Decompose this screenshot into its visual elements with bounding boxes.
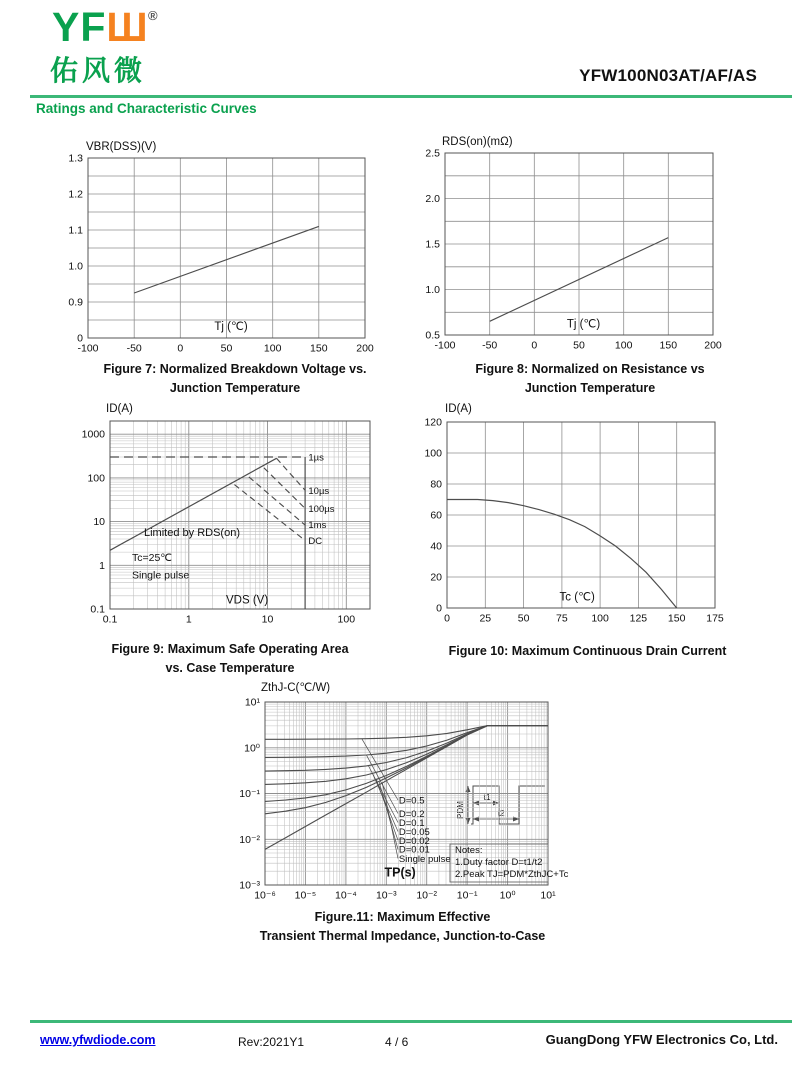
- part-number: YFW100N03AT/AF/AS: [579, 66, 757, 85]
- svg-text:40: 40: [430, 540, 442, 553]
- caption-line: Junction Temperature: [524, 381, 656, 395]
- caption-line: Figure 7: Normalized Breakdown Voltage vs.: [103, 362, 367, 376]
- svg-text:10⁻¹: 10⁻¹: [456, 889, 478, 902]
- svg-text:10¹: 10¹: [540, 889, 556, 902]
- website-link[interactable]: www.yfwdiode.com: [40, 1033, 156, 1047]
- svg-text:D=0.1: D=0.1: [398, 818, 425, 829]
- svg-text:Tc=25℃: Tc=25℃: [132, 552, 173, 565]
- svg-text:10⁻⁵: 10⁻⁵: [294, 889, 317, 902]
- svg-text:Notes:: Notes:: [455, 845, 483, 856]
- logo-text-orange: Ш: [106, 4, 149, 50]
- caption-line: Junction Temperature: [169, 381, 301, 395]
- svg-text:100: 100: [263, 342, 282, 355]
- svg-text:TP(s): TP(s): [384, 865, 416, 880]
- svg-text:-50: -50: [126, 342, 142, 355]
- caption-line: Figure 8: Normalized on Resistance vs: [475, 362, 705, 376]
- svg-text:-50: -50: [482, 339, 498, 352]
- page-number: 4 / 6: [385, 1035, 409, 1049]
- svg-text:25: 25: [479, 612, 492, 625]
- svg-text:20: 20: [430, 571, 442, 584]
- svg-text:10⁻⁴: 10⁻⁴: [335, 889, 357, 902]
- svg-text:10: 10: [261, 613, 274, 626]
- svg-text:1: 1: [99, 559, 105, 572]
- revision-label: Rev:2021Y1: [238, 1035, 305, 1049]
- arrowhead-icon: [466, 786, 471, 792]
- svg-text:10⁻¹: 10⁻¹: [239, 788, 260, 800]
- svg-text:0: 0: [436, 602, 442, 615]
- svg-text:ZthJ-C(℃/W): ZthJ-C(℃/W): [261, 682, 331, 694]
- svg-text:10: 10: [93, 516, 105, 529]
- svg-text:10¹: 10¹: [244, 696, 260, 709]
- svg-text:125: 125: [629, 612, 648, 625]
- svg-text:2.5: 2.5: [425, 147, 440, 160]
- figure8-chart: [418, 128, 763, 360]
- caption-line: vs. Case Temperature: [165, 661, 295, 675]
- svg-text:0.1: 0.1: [90, 603, 105, 616]
- svg-text:10⁰: 10⁰: [499, 889, 516, 902]
- svg-text:100: 100: [614, 339, 633, 352]
- t2-label: t2: [497, 808, 505, 818]
- svg-text:100µs: 100µs: [308, 503, 335, 515]
- svg-text:10⁻⁶: 10⁻⁶: [254, 889, 276, 902]
- svg-text:1.Duty factor D=t1/t2: 1.Duty factor D=t1/t2: [455, 857, 543, 868]
- svg-text:1.2: 1.2: [68, 188, 83, 201]
- svg-text:ID(A): ID(A): [445, 403, 472, 415]
- svg-text:10⁻²: 10⁻²: [416, 889, 438, 902]
- svg-text:120: 120: [424, 416, 442, 429]
- svg-text:1ms: 1ms: [308, 520, 327, 532]
- figure9-chart: [60, 393, 395, 633]
- yfw-logo: [52, 4, 149, 50]
- svg-text:10⁻³: 10⁻³: [375, 889, 397, 902]
- svg-text:D=0.2: D=0.2: [398, 809, 425, 821]
- svg-text:175: 175: [706, 612, 724, 625]
- svg-text:10⁰: 10⁰: [244, 742, 260, 755]
- header-rule: [30, 95, 792, 98]
- figure11-chart: [225, 676, 570, 906]
- arrowhead-icon: [493, 801, 499, 806]
- caption-line: Figure.11: Maximum Effective: [314, 910, 491, 924]
- registered-trademark-icon: ®: [148, 8, 158, 23]
- svg-text:-100: -100: [77, 342, 99, 355]
- svg-text:Limited by RDS(on): Limited by RDS(on): [144, 526, 240, 539]
- svg-text:75: 75: [556, 612, 568, 625]
- svg-text:2.Peak TJ=PDM*ZthJC+Tc: 2.Peak TJ=PDM*ZthJC+Tc: [455, 869, 569, 880]
- svg-text:Tj (℃): Tj (℃): [214, 321, 248, 334]
- svg-text:100: 100: [591, 612, 609, 625]
- svg-text:50: 50: [573, 339, 585, 352]
- figure10-caption: [415, 642, 760, 661]
- svg-text:1.0: 1.0: [425, 284, 440, 296]
- svg-text:0: 0: [444, 612, 450, 625]
- svg-text:ID(A): ID(A): [106, 403, 133, 415]
- svg-text:1.3: 1.3: [68, 152, 83, 165]
- arrowhead-icon: [466, 818, 471, 824]
- svg-text:1.1: 1.1: [68, 224, 83, 237]
- section-title: Ratings and Characteristic Curves: [36, 101, 257, 116]
- logo-text-green: YF: [52, 4, 107, 50]
- svg-text:VBR(DSS)(V): VBR(DSS)(V): [86, 141, 157, 153]
- footer-rule: [30, 1020, 792, 1023]
- svg-text:10⁻²: 10⁻²: [239, 833, 260, 846]
- svg-text:200: 200: [704, 339, 722, 352]
- svg-text:100: 100: [87, 472, 105, 485]
- svg-text:0: 0: [77, 332, 83, 345]
- company-name: GuangDong YFW Electronics Co, Ltd.: [545, 1032, 778, 1047]
- pdm-label: PDM: [456, 801, 465, 819]
- caption-line: Figure 9: Maximum Safe Operating Area: [111, 642, 349, 656]
- svg-text:10µs: 10µs: [308, 486, 330, 497]
- svg-text:Tj (℃): Tj (℃): [566, 318, 601, 331]
- figure9-caption: [45, 640, 415, 678]
- svg-text:0: 0: [177, 342, 184, 355]
- svg-text:60: 60: [430, 509, 442, 522]
- svg-text:D=0.5: D=0.5: [398, 795, 425, 807]
- svg-text:1.0: 1.0: [68, 260, 83, 273]
- figure8-caption: [420, 360, 760, 398]
- figure10-chart: [418, 393, 753, 633]
- svg-text:1: 1: [185, 613, 192, 626]
- svg-text:0: 0: [531, 339, 538, 352]
- svg-text:10⁻³: 10⁻³: [239, 879, 260, 892]
- svg-text:2.0: 2.0: [425, 193, 440, 205]
- svg-text:Tc (℃): Tc (℃): [559, 591, 595, 604]
- svg-text:VDS (V): VDS (V): [226, 594, 269, 607]
- caption-line: Transient Thermal Impedance, Junction-to-Case: [259, 929, 546, 943]
- svg-text:1µs: 1µs: [308, 452, 324, 464]
- svg-text:Single pulse: Single pulse: [132, 569, 190, 582]
- svg-text:50: 50: [220, 342, 233, 355]
- svg-text:0.5: 0.5: [425, 329, 440, 342]
- svg-text:100: 100: [337, 613, 356, 626]
- svg-text:80: 80: [430, 478, 442, 491]
- svg-text:Single pulse: Single pulse: [398, 854, 451, 865]
- svg-text:100: 100: [424, 447, 442, 460]
- t1-label: t1: [483, 792, 491, 802]
- caption-line: Figure 10: Maximum Continuous Drain Current: [448, 644, 727, 658]
- svg-text:200: 200: [356, 342, 374, 355]
- logo-chinese-name: 佑风微: [50, 55, 147, 86]
- svg-text:150: 150: [667, 612, 686, 625]
- figure11-caption: [215, 908, 590, 946]
- svg-text:0.9: 0.9: [68, 296, 83, 309]
- figure7-chart: [40, 133, 385, 361]
- svg-text:150: 150: [659, 339, 678, 352]
- arrowhead-icon: [473, 801, 479, 806]
- svg-text:D=0.02: D=0.02: [398, 835, 430, 847]
- svg-text:0.1: 0.1: [102, 613, 118, 626]
- svg-text:50: 50: [517, 612, 530, 625]
- svg-text:DC: DC: [308, 536, 323, 547]
- svg-text:RDS(on)(mΩ): RDS(on)(mΩ): [442, 136, 513, 148]
- svg-text:150: 150: [310, 342, 328, 355]
- svg-text:D=0.05: D=0.05: [398, 827, 430, 838]
- svg-text:-100: -100: [434, 339, 456, 352]
- figure7-caption: [45, 360, 425, 398]
- svg-text:1000: 1000: [81, 428, 105, 441]
- svg-text:1.5: 1.5: [425, 238, 440, 251]
- svg-text:D=0.01: D=0.01: [398, 844, 430, 856]
